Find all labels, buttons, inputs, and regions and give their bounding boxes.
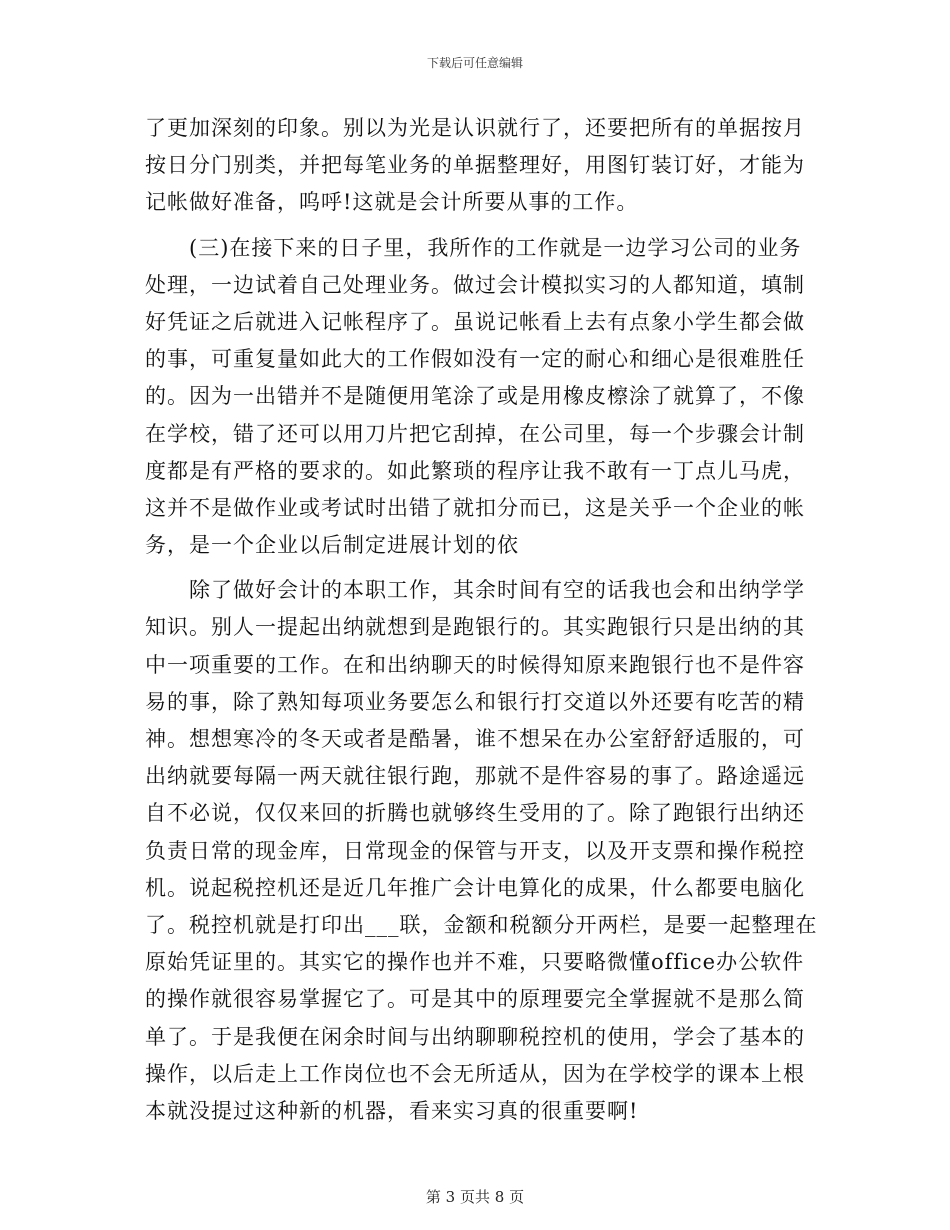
text-line: 这并不是做作业或考试时出错了就扣分而已，这是关乎一个企业的帐 — [145, 495, 805, 520]
text-line: 度都是有严格的要求的。如此繁琐的程序让我不敢有一丁点儿马虎， — [145, 458, 805, 483]
text-line: 处理，一边试着自己处理业务。做过会计模拟实习的人都知道，填制 — [145, 272, 805, 297]
text-line: 除了做好会计的本职工作，其余时间有空的话我也会和出纳学学 — [145, 578, 805, 603]
text-line: 自不必说，仅仅来回的折腾也就够终生受用的了。除了跑银行出纳还 — [145, 801, 805, 826]
text-line: 按日分门别类，并把每笔业务的单据整理好，用图钉装订好，才能为 — [145, 153, 805, 178]
page-footer: 第 3 页共 8 页 — [425, 1188, 525, 1206]
paragraph — [145, 110, 805, 222]
text-line: 负责日常的现金库，日常现金的保管与开支，以及开支票和操作税控 — [145, 838, 805, 863]
text-line: 机。说起税控机还是近几年推广会计电算化的成果，什么都要电脑化 — [145, 875, 805, 900]
text-line: 的操作就很容易掌握它了。可是其中的原理要完全掌握就不是那么简 — [145, 987, 805, 1012]
text-line: 神。想想寒冷的冬天或者是酷暑，谁不想呆在办公室舒舒适服的，可 — [145, 727, 805, 751]
page-header: 下载后可任意编辑 — [426, 56, 523, 70]
text-line: 单了。于是我便在闲余时间与出纳聊聊税控机的使用，学会了基本的 — [145, 1024, 805, 1049]
text-line: 务，是一个企业以后制定进展计划的依 — [145, 533, 519, 558]
text-line: 原始凭证里的。其实它的操作也并不难，只要略微懂office办公软件 — [145, 950, 805, 975]
text-line: 的事，可重复量如此大的工作假如没有一定的耐心和细心是很难胜任 — [145, 347, 805, 372]
text-line: 在学校，错了还可以用刀片把它刮掉，在公司里，每一个步骤会计制 — [145, 421, 805, 446]
text-line: (三)在接下来的日子里，我所作的工作就是一边学习公司的业务 — [145, 235, 802, 260]
text-line: 记帐做好准备，呜呼!这就是会计所要从事的工作。 — [145, 190, 639, 215]
text-line: 操作，以后走上工作岗位也不会无所适从，因为在学校学的课本上根 — [145, 1061, 805, 1086]
paragraph-spacer — [145, 564, 805, 572]
text-line: 好凭证之后就进入记帐程序了。虽说记帐看上去有点象小学生都会做 — [145, 309, 805, 334]
paragraph-spacer — [145, 222, 805, 230]
document-body — [145, 110, 818, 1130]
text-line: 了更加深刻的印象。别以为光是认识就行了，还要把所有的单据按月 — [145, 116, 805, 140]
paragraph — [145, 230, 805, 565]
text-line: 中一项重要的工作。在和出纳聊天的时候得知原来跑银行也不是件容 — [145, 652, 805, 677]
text-line: 的。因为一出错并不是随便用笔涂了或是用橡皮檫涂了就算了，不像 — [145, 384, 805, 409]
text-line: 知识。别人一提起出纳就想到是跑银行的。其实跑银行只是出纳的其 — [145, 615, 805, 640]
text-line: 出纳就要每隔一两天就往银行跑，那就不是件容易的事了。路途遥远 — [145, 764, 805, 789]
paragraph — [145, 572, 818, 1130]
text-line: 易的事，除了熟知每项业务要怎么和银行打交道以外还要有吃苦的精 — [145, 689, 805, 714]
text-line: 本就没提过这种新的机器，看来实习真的很重要啊! — [145, 1098, 639, 1123]
text-line: 了。税控机就是打印出___联，金额和税额分开两栏，是要一起整理在 — [145, 912, 818, 937]
